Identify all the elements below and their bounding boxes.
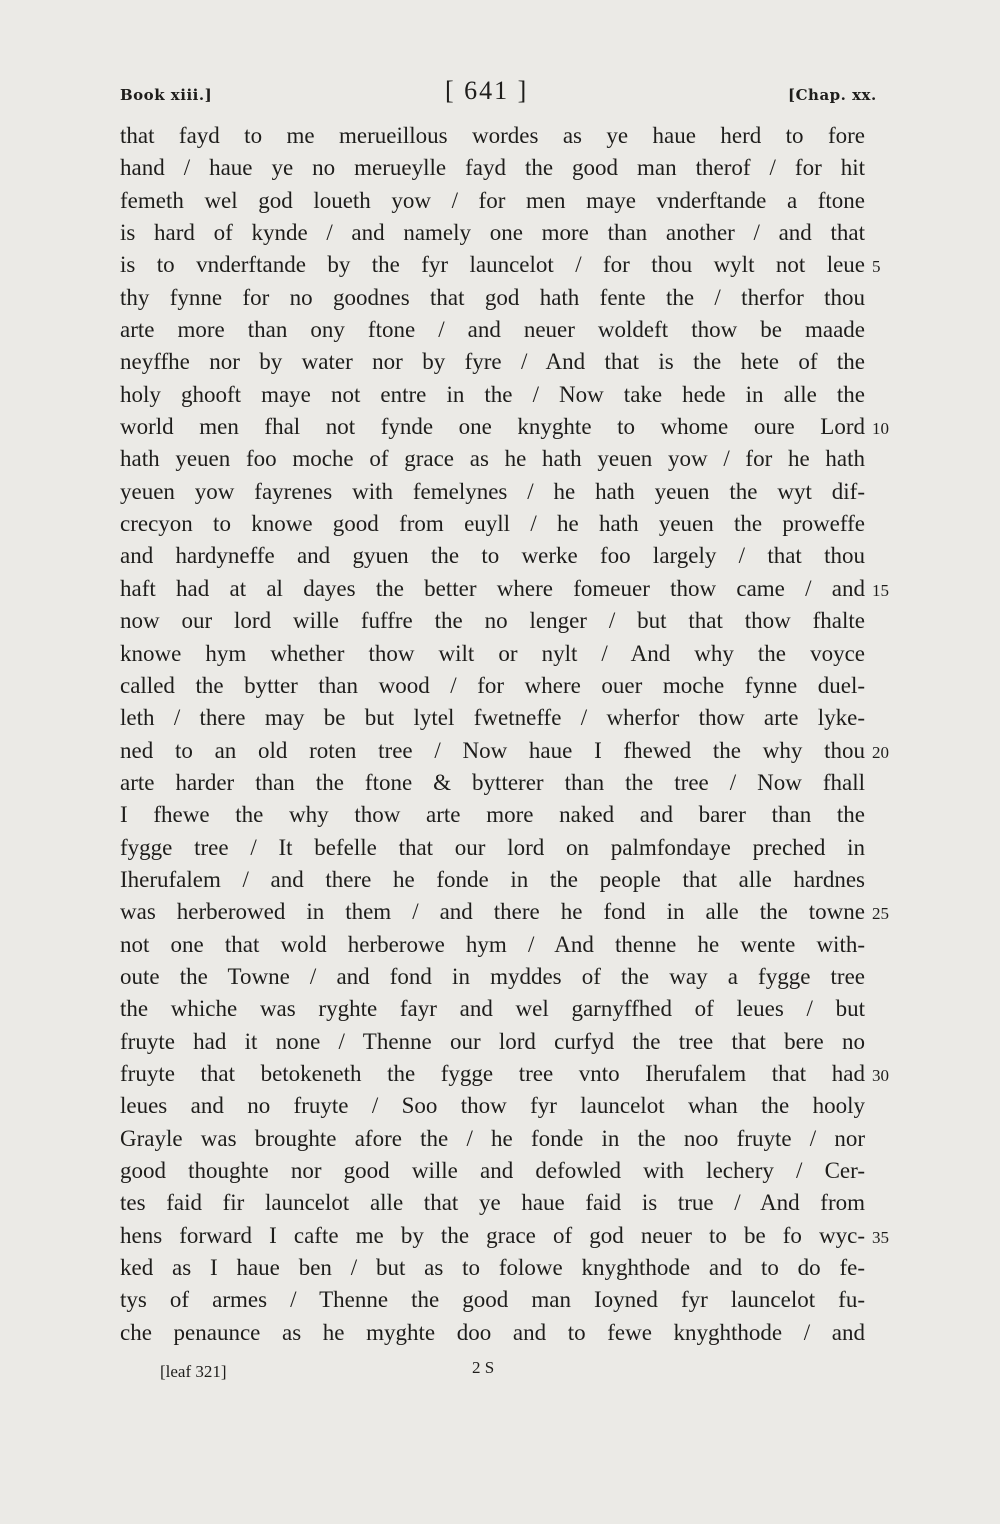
text-line: not one that wold herberowe hym / And thenne he wente with- — [120, 931, 865, 957]
text-line: the whiche was ryghte fayr and wel garnyffhed of leues / but — [120, 996, 865, 1022]
text-line: fygge tree / It befelle that our lord on palmfondaye preched in — [120, 834, 865, 860]
text-line: yeuen yow fayrenes with femelynes / he hath yeuen the wyt dif- — [120, 478, 865, 504]
page-number: [ 641 ] — [445, 76, 529, 105]
text-line: crecyon to knowe good from euyll / he hath yeuen the proweffe — [120, 511, 865, 537]
text-line: hens forward I cafte me by the grace of god neuer to be fo wyc- — [120, 1222, 865, 1248]
line-number: 30 — [872, 1066, 889, 1086]
line-number: 25 — [872, 904, 889, 924]
text-line: haft had at al dayes the better where fomeuer thow came / and — [120, 575, 865, 601]
text-line: hand / haue ye no merueylle fayd the good man therof / for hit — [120, 155, 865, 181]
text-line: good thoughte nor good wille and defowled with lechery / Cer- — [120, 1158, 865, 1183]
text-line: neyffhe nor by water nor by fyre / And that is the hete of the — [120, 349, 865, 375]
running-head-chapter: [Chap. xx. — [788, 86, 877, 104]
text-line: arte harder than the ftone & bytterer than the tree / Now fhall — [120, 769, 865, 795]
text-line: oute the Towne / and fond in myddes of the way a fygge tree — [120, 963, 865, 989]
leaf-note: [leaf 321] — [160, 1362, 227, 1381]
text-line: is hard of kynde / and namely one more than another / and that — [120, 220, 865, 246]
signature-mark: 2 S — [472, 1358, 495, 1377]
text-line: was herberowed in them / and there he fond in alle the towne — [120, 899, 865, 925]
text-line: che penaunce as he myghte doo and to fewe knyghthode / and — [120, 1319, 865, 1345]
line-number: 10 — [872, 419, 889, 439]
text-line: that fayd to me merueillous wordes as ye haue herd to fore — [120, 123, 865, 148]
text-line: I fhewe the why thow arte more naked and barer than the — [120, 802, 865, 828]
line-number: 35 — [872, 1227, 889, 1247]
running-head — [0, 0, 1000, 120]
running-head-book: Book xiii.] — [120, 86, 213, 104]
text-line: and hardyneffe and gyuen the to werke foo largely / that thou — [120, 543, 865, 569]
text-line: thy fynne for no goodnes that god hath fente the / therfor thou — [120, 284, 865, 310]
body-text — [120, 120, 865, 1349]
text-line: Iherufalem / and there he fonde in the people that alle hardnes — [120, 866, 865, 892]
line-number: 5 — [872, 257, 881, 277]
text-line: now our lord wille fuffre the no lenger / but that thow fhalte — [120, 608, 865, 634]
text-line: tes faid fir launcelot alle that ye haue faid is true / And from — [120, 1190, 865, 1216]
text-line: tys of armes / Thenne the good man Ioyned fyr launcelot fu- — [120, 1287, 865, 1313]
text-line: arte more than ony ftone / and neuer woldeft thow be maade — [120, 317, 865, 343]
line-number: 20 — [872, 742, 889, 762]
text-line: knowe hym whether thow wilt or nylt / And why the voyce — [120, 640, 865, 666]
text-line: fruyte had it none / Thenne our lord curfyd the tree that bere no — [120, 1028, 865, 1054]
text-line: leues and no fruyte / Soo thow fyr launcelot whan the hooly — [120, 1093, 865, 1119]
text-line: fruyte that betokeneth the fygge tree vnto Iherufalem that had — [120, 1060, 865, 1086]
text-line: holy ghooft maye not entre in the / Now take hede in alle the — [120, 381, 865, 407]
text-line: ked as I haue ben / but as to folowe knyghthode and to do fe- — [120, 1255, 865, 1281]
line-number: 15 — [872, 580, 889, 600]
text-line: world men fhal not fynde one knyghte to whome oure Lord — [120, 414, 865, 440]
text-line: hath yeuen foo moche of grace as he hath yeuen yow / for he hath — [120, 446, 865, 472]
text-line: called the bytter than wood / for where ouer moche fynne duel- — [120, 672, 865, 698]
text-line: Grayle was broughte afore the / he fonde in the noo fruyte / nor — [120, 1125, 865, 1151]
text-line: is to vnderftande by the fyr launcelot / for thou wylt not leue — [120, 252, 865, 278]
text-line: femeth wel god loueth yow / for men maye vnderftande a ftone — [120, 187, 865, 213]
text-line: leth / there may be but lytel fwetneffe / wherfor thow arte lyke- — [120, 705, 865, 731]
text-line: ned to an old roten tree / Now haue I fhewed the why thou — [120, 737, 865, 763]
